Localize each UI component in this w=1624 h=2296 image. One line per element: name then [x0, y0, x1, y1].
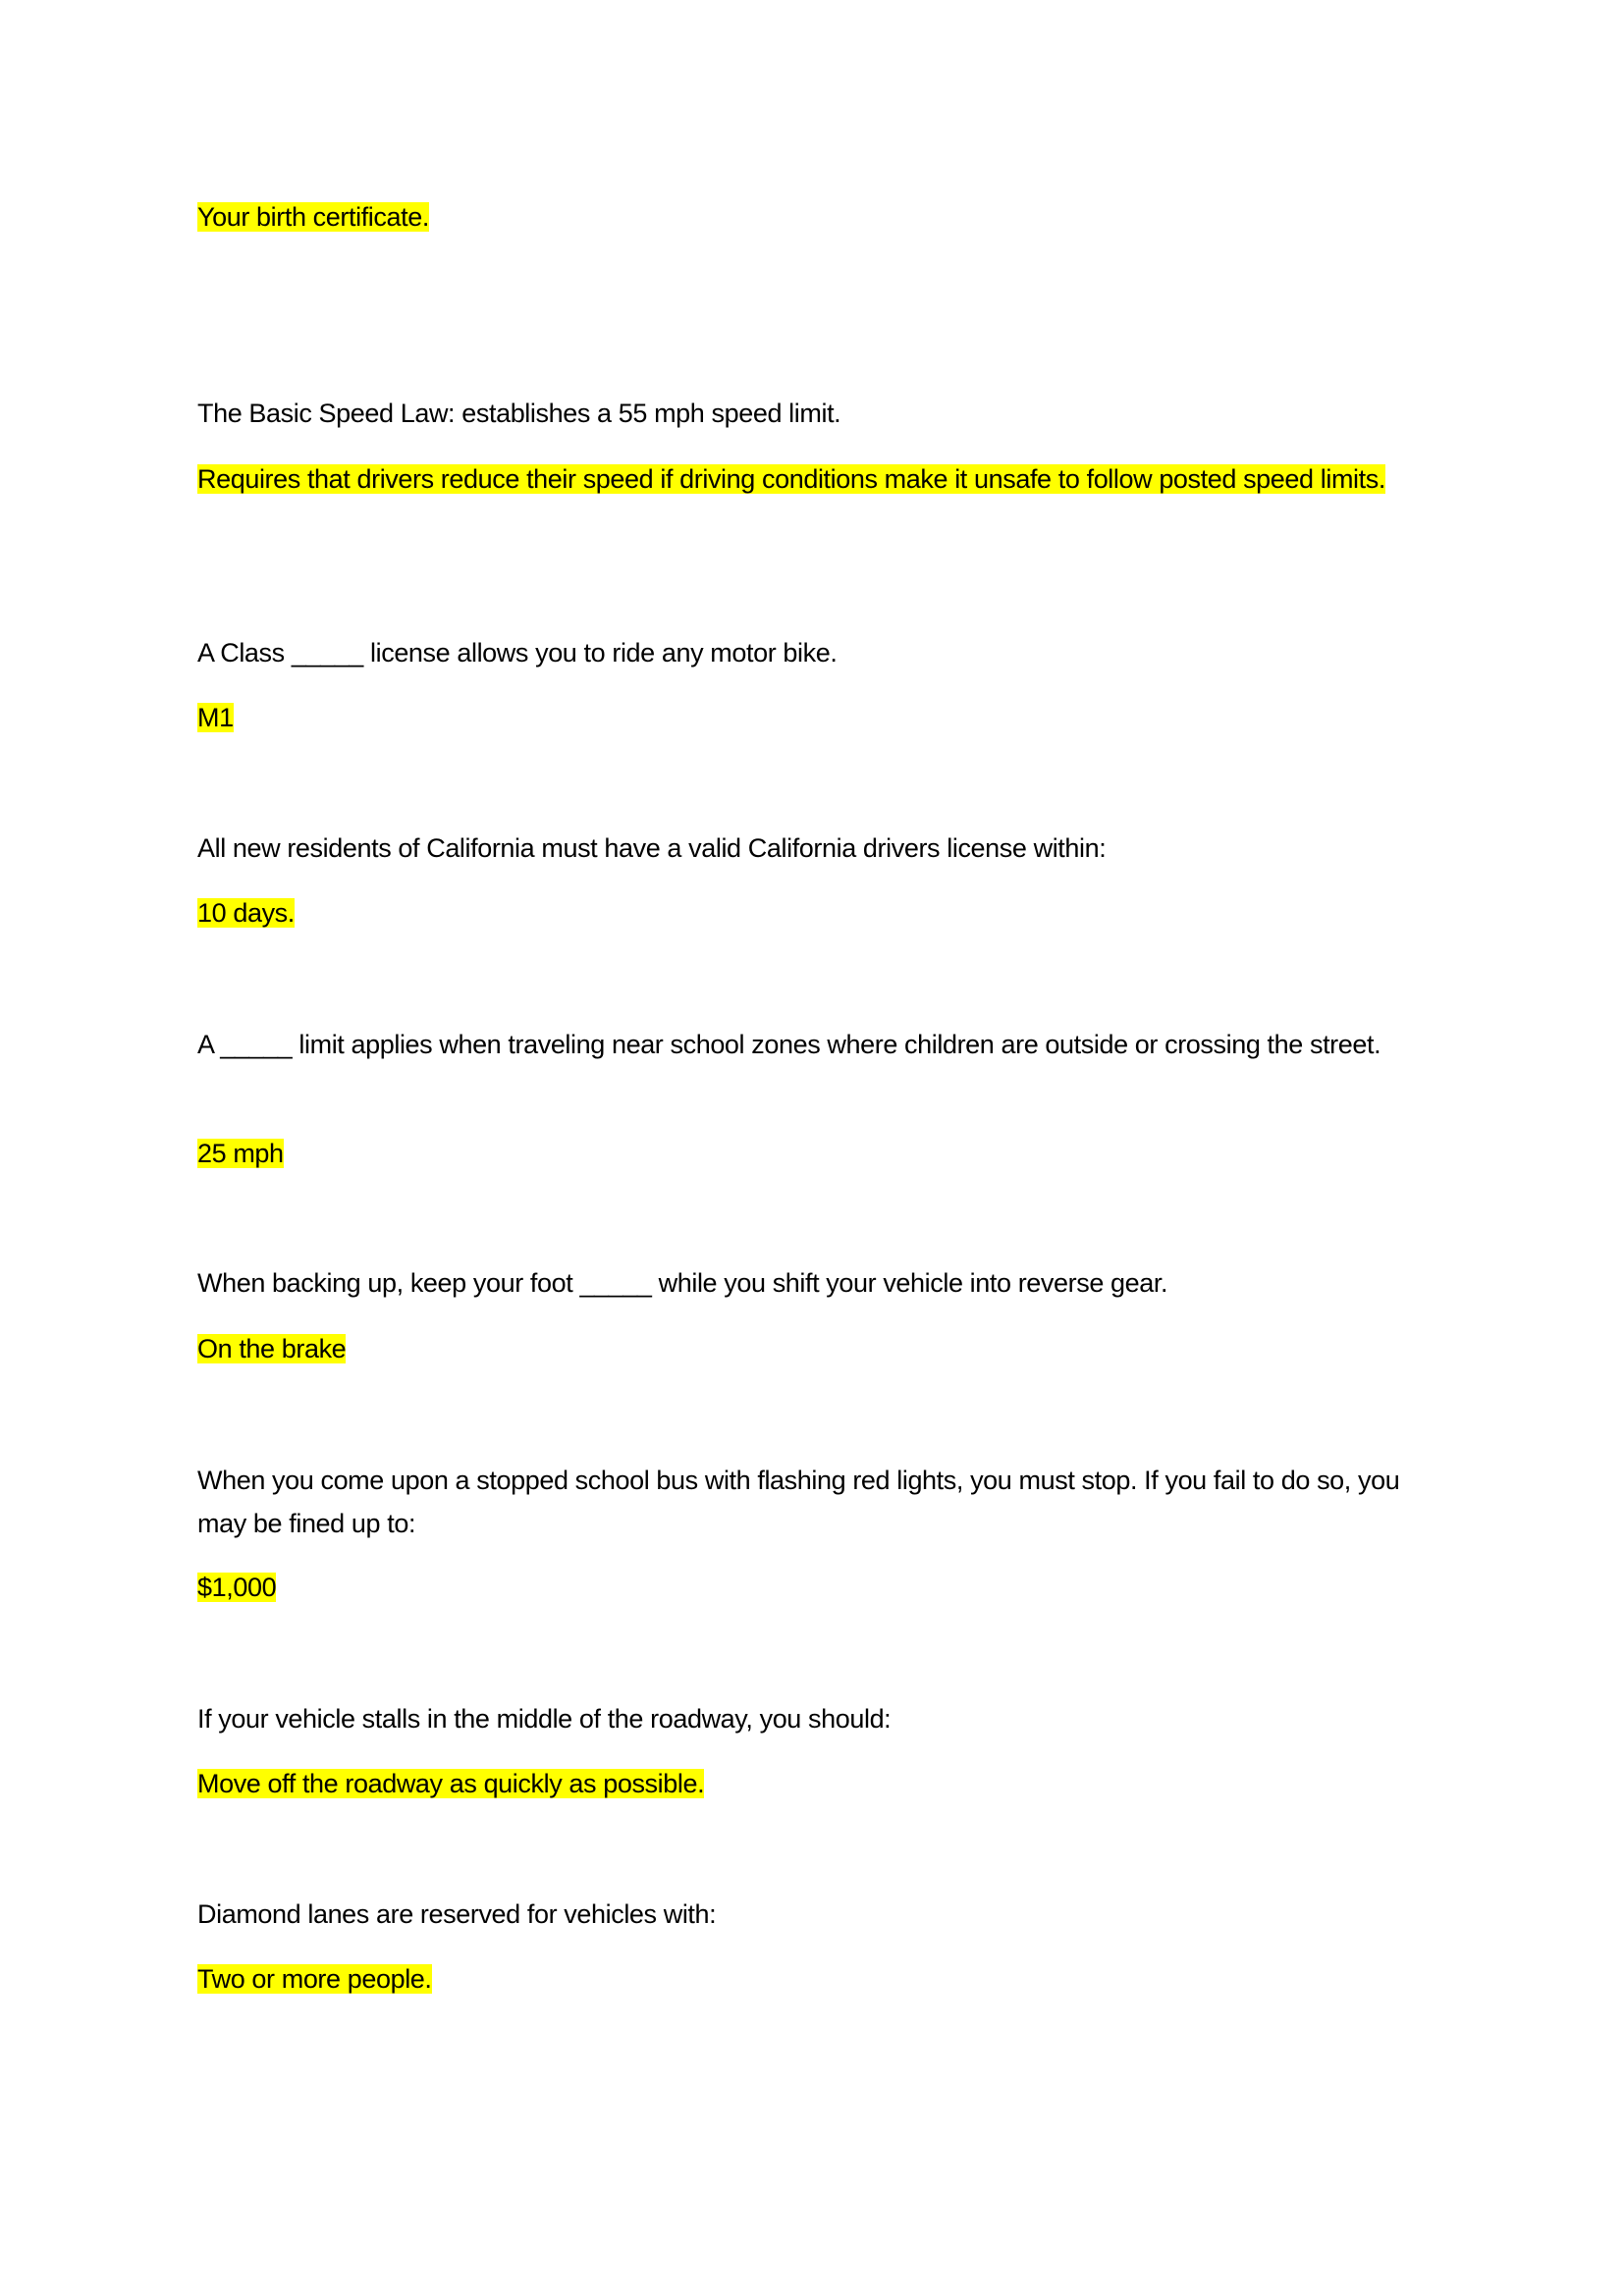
- question-4: A _____ limit applies when traveling near school zones where children are outside or crossing the street.: [197, 1030, 1381, 1059]
- highlighted-answer: $1,000: [197, 1573, 277, 1602]
- highlighted-answer: On the brake: [197, 1334, 347, 1363]
- highlighted-answer: Requires that drivers reduce their speed if driving conditions make it unsafe to follow posted speed limits.: [197, 464, 1385, 494]
- highlighted-answer: 25 mph: [197, 1139, 284, 1168]
- highlighted-answer: Two or more people.: [197, 1964, 432, 1994]
- answer-7: [197, 1763, 1415, 1806]
- highlighted-answer: M1: [197, 703, 234, 732]
- question-1: The Basic Speed Law: establishes a 55 mph speed limit.: [197, 399, 841, 428]
- highlighted-answer: Your birth certificate.: [197, 202, 429, 232]
- question-7: If your vehicle stalls in the middle of the roadway, you should:: [197, 1704, 892, 1734]
- highlighted-answer: 10 days.: [197, 898, 295, 928]
- answer-0: [197, 196, 1415, 240]
- answer-2: [197, 697, 1415, 740]
- answer-6: [197, 1567, 1415, 1610]
- answer-1: [197, 458, 1415, 502]
- question-2: A Class _____ license allows you to ride any motor bike.: [197, 638, 838, 667]
- answer-8: [197, 1958, 1415, 2002]
- question-6: When you come upon a stopped school bus with flashing red lights, you must stop. If you fail to do so, you may be fined up to:: [197, 1466, 1400, 1538]
- answer-4: [197, 1133, 1415, 1176]
- question-8: Diamond lanes are reserved for vehicles with:: [197, 1899, 717, 1929]
- question-5: When backing up, keep your foot _____ while you shift your vehicle into reverse gear.: [197, 1268, 1168, 1298]
- question-3: All new residents of California must have a valid California drivers license within:: [197, 833, 1107, 863]
- answer-3: [197, 892, 1415, 935]
- highlighted-answer: Move off the roadway as quickly as possible.: [197, 1769, 705, 1798]
- answer-5: [197, 1328, 1415, 1371]
